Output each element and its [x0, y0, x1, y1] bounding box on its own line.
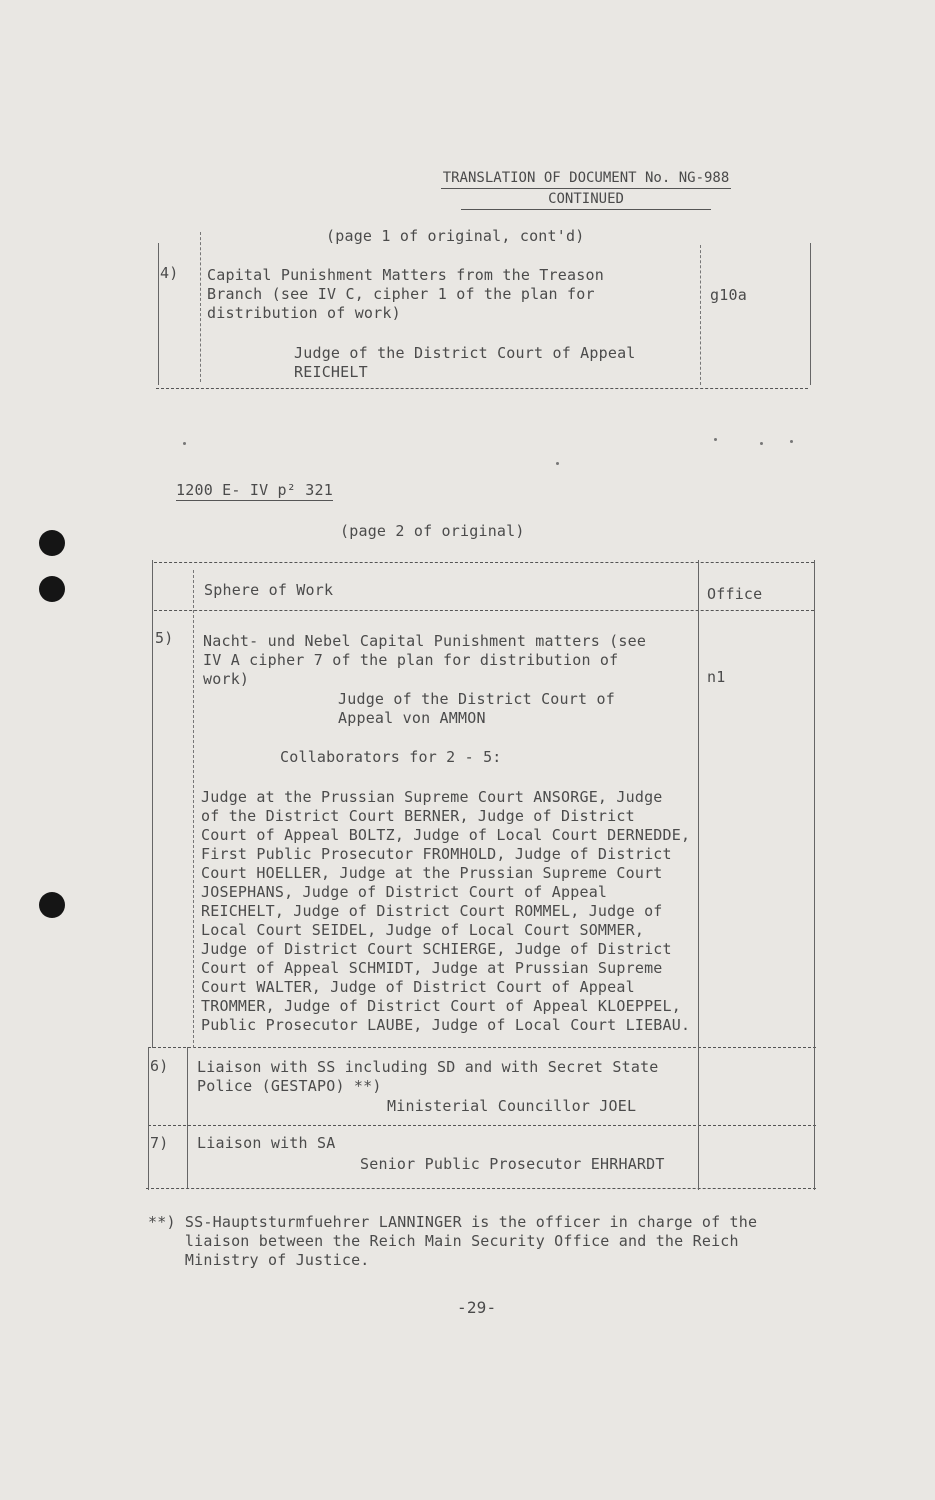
- table-border: [187, 1047, 188, 1188]
- table-border: [810, 243, 811, 385]
- table-border: [154, 562, 814, 563]
- row-number: 4): [160, 264, 179, 282]
- table-border: [156, 388, 808, 389]
- stray-mark: [714, 438, 717, 441]
- collaborators-heading: Collaborators for 2 - 5:: [280, 748, 502, 766]
- document-header: [420, 168, 752, 210]
- punch-hole: [39, 576, 65, 602]
- row-number: 5): [155, 629, 174, 647]
- judge-text: Judge of the District Court of Appeal von AMMON: [338, 690, 615, 727]
- sphere-of-work-text: Capital Punishment Matters from the Treason Branch (see IV C, cipher 1 of the plan for distribution of work): [207, 266, 604, 322]
- footnote: **) SS-Hauptsturmfuehrer LANNINGER is the officer in charge of the liaison between the Reich Main Security Office and the Reich Ministry of Justice.: [148, 1213, 758, 1269]
- table-border: [148, 1047, 816, 1048]
- stray-mark: [790, 440, 793, 443]
- document-title: TRANSLATION OF DOCUMENT No. NG-988: [441, 168, 732, 189]
- page-note: (page 1 of original, cont'd): [326, 227, 585, 245]
- punch-hole: [39, 530, 65, 556]
- sphere-of-work-text: Liaison with SS including SD and with Secret State Police (GESTAPO) **): [197, 1058, 659, 1095]
- stray-mark: [556, 462, 559, 465]
- official-text: Senior Public Prosecutor EHRHARDT: [360, 1155, 665, 1173]
- office-code: g10a: [710, 286, 747, 304]
- table-border: [146, 1188, 816, 1189]
- page-number: -29-: [457, 1298, 497, 1317]
- file-reference: 1200 E- IV p² 321: [176, 481, 333, 499]
- table-border: [814, 560, 815, 1190]
- column-header-office: Office: [707, 585, 763, 603]
- stray-mark: [760, 442, 763, 445]
- punch-hole: [39, 892, 65, 918]
- table-border: [158, 243, 159, 385]
- sphere-of-work-text: Liaison with SA: [197, 1134, 336, 1152]
- document-subtitle: CONTINUED: [461, 189, 711, 210]
- collaborators-list: Judge at the Prussian Supreme Court ANSORGE, Judge of the District Court BERNER, Judge of District Court of Appeal BOLTZ, Judge of Local Court DERNEDDE, First Public Prosecutor FROMHOLD, Judge of District Court HOELLER, Judge at the Prussian Supreme Court JOSEPHANS, Judge of District Court of Appeal REICHELT, Judge of District Court ROMMEL, Judge of Local Court SEIDEL, Judge of Local Court SOMMER, Judge of District Court SCHIERGE, Judge of District Court of Appeal SCHMIDT, Judge at Prussian Supreme Court WALTER, Judge of District Court of Appeal TROMMER, Judge of District Court of Appeal KLOEPPEL, Public Prosecutor LAUBE, Judge of Local Court LIEBAU.: [201, 788, 691, 1034]
- official-text: Ministerial Councillor JOEL: [387, 1097, 637, 1115]
- stray-mark: [183, 442, 186, 445]
- table-border: [148, 1125, 816, 1126]
- table-border: [152, 560, 153, 1048]
- column-header-sphere: Sphere of Work: [204, 581, 334, 599]
- page-note: (page 2 of original): [340, 522, 525, 540]
- table-border: [200, 232, 201, 382]
- table-border: [193, 570, 194, 1048]
- table-border: [154, 610, 814, 611]
- row-number: 7): [150, 1134, 169, 1152]
- sphere-of-work-text: Nacht- und Nebel Capital Punishment matters (see IV A cipher 7 of the plan for distribution of work): [203, 632, 647, 688]
- office-code: n1: [707, 668, 726, 686]
- table-border: [698, 560, 699, 1190]
- table-border: [700, 245, 701, 385]
- row-number: 6): [150, 1057, 169, 1075]
- table-border: [148, 1047, 149, 1190]
- judge-text: Judge of the District Court of Appeal REICHELT: [294, 344, 636, 381]
